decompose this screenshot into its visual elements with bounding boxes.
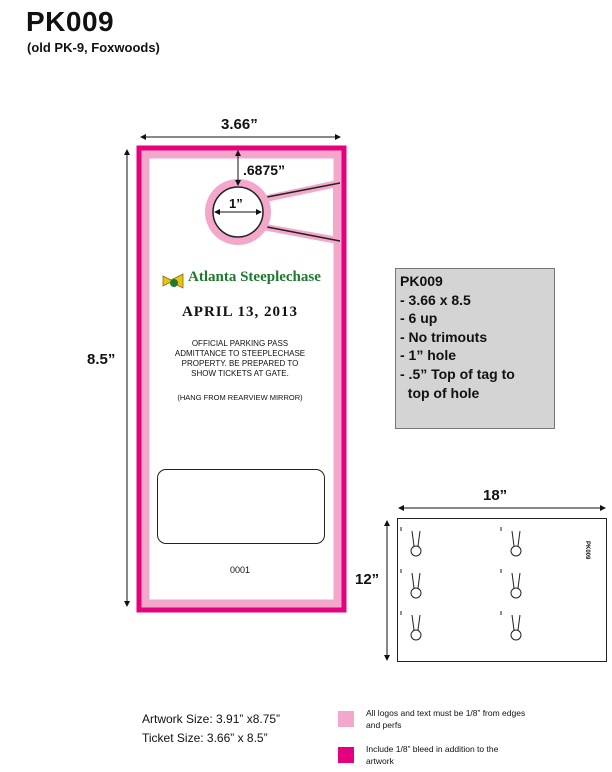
artwork-size: Artwork Size: 3.91” x8.75” [142,712,281,726]
sheet-hole-mark [411,573,421,598]
pass-line: ADMITTANCE TO STEEPLECHASE [174,349,306,358]
sheet-side-label: PK009 [584,541,590,560]
spec-line: PK009 [400,273,443,289]
sheet-hole-mark [511,573,521,598]
sheet-hole-mark [511,531,521,556]
sheet-height-label: 12” [355,571,380,588]
safe-zone-note: All logos and text must be 1/8” from edges and perfs [366,708,526,730]
spec-line: - 1” hole [400,347,457,364]
serial-number: 0001 [229,565,251,575]
spec-line: - 6 up [400,310,438,327]
ticket-size: Ticket Size: 3.66” x 8.5” [142,731,268,745]
hang-note: (HANG FROM REARVIEW MIRROR) [177,393,303,402]
brand-name: Atlanta Steeplechase [188,269,321,285]
bleed-note: Include 1/8” bleed in addition to the artwork [366,744,499,766]
event-date: APRIL 13, 2013 [181,304,299,320]
imposition-sheet [397,518,607,662]
spec-line: - 3.66 x 8.5 [400,291,471,308]
sheet-width-label: 18” [483,487,508,504]
blank-window [157,469,325,544]
spec-box [395,268,555,429]
hole-offset-label: .6875” [243,162,286,178]
pass-line: PROPERTY. BE PREPARED TO [181,359,299,368]
brand-logo [160,268,326,294]
sheet-layout [398,519,606,661]
pass-line: SHOW TICKETS AT GATE. [191,369,289,378]
sheet-hole-mark [511,615,521,640]
spec-line: - .5” Top of tag to [400,365,515,382]
pass-text [148,339,332,379]
sheet-hole-mark [411,615,421,640]
spec-line: top of hole [400,384,480,401]
width-label: 3.66” [221,116,258,133]
height-label: 8.5” [87,351,116,368]
safe-zone-swatch [338,711,354,727]
hole-diameter-label: 1” [229,196,243,211]
pass-line: OFFICIAL PARKING PASS [191,339,289,348]
page-subtitle: (old PK-9, Foxwoods) [27,40,160,55]
sheet-hole-mark [411,531,421,556]
bleed-swatch [338,747,354,763]
page-title: PK009 [26,6,115,37]
spec-line: - No trimouts [400,328,488,345]
